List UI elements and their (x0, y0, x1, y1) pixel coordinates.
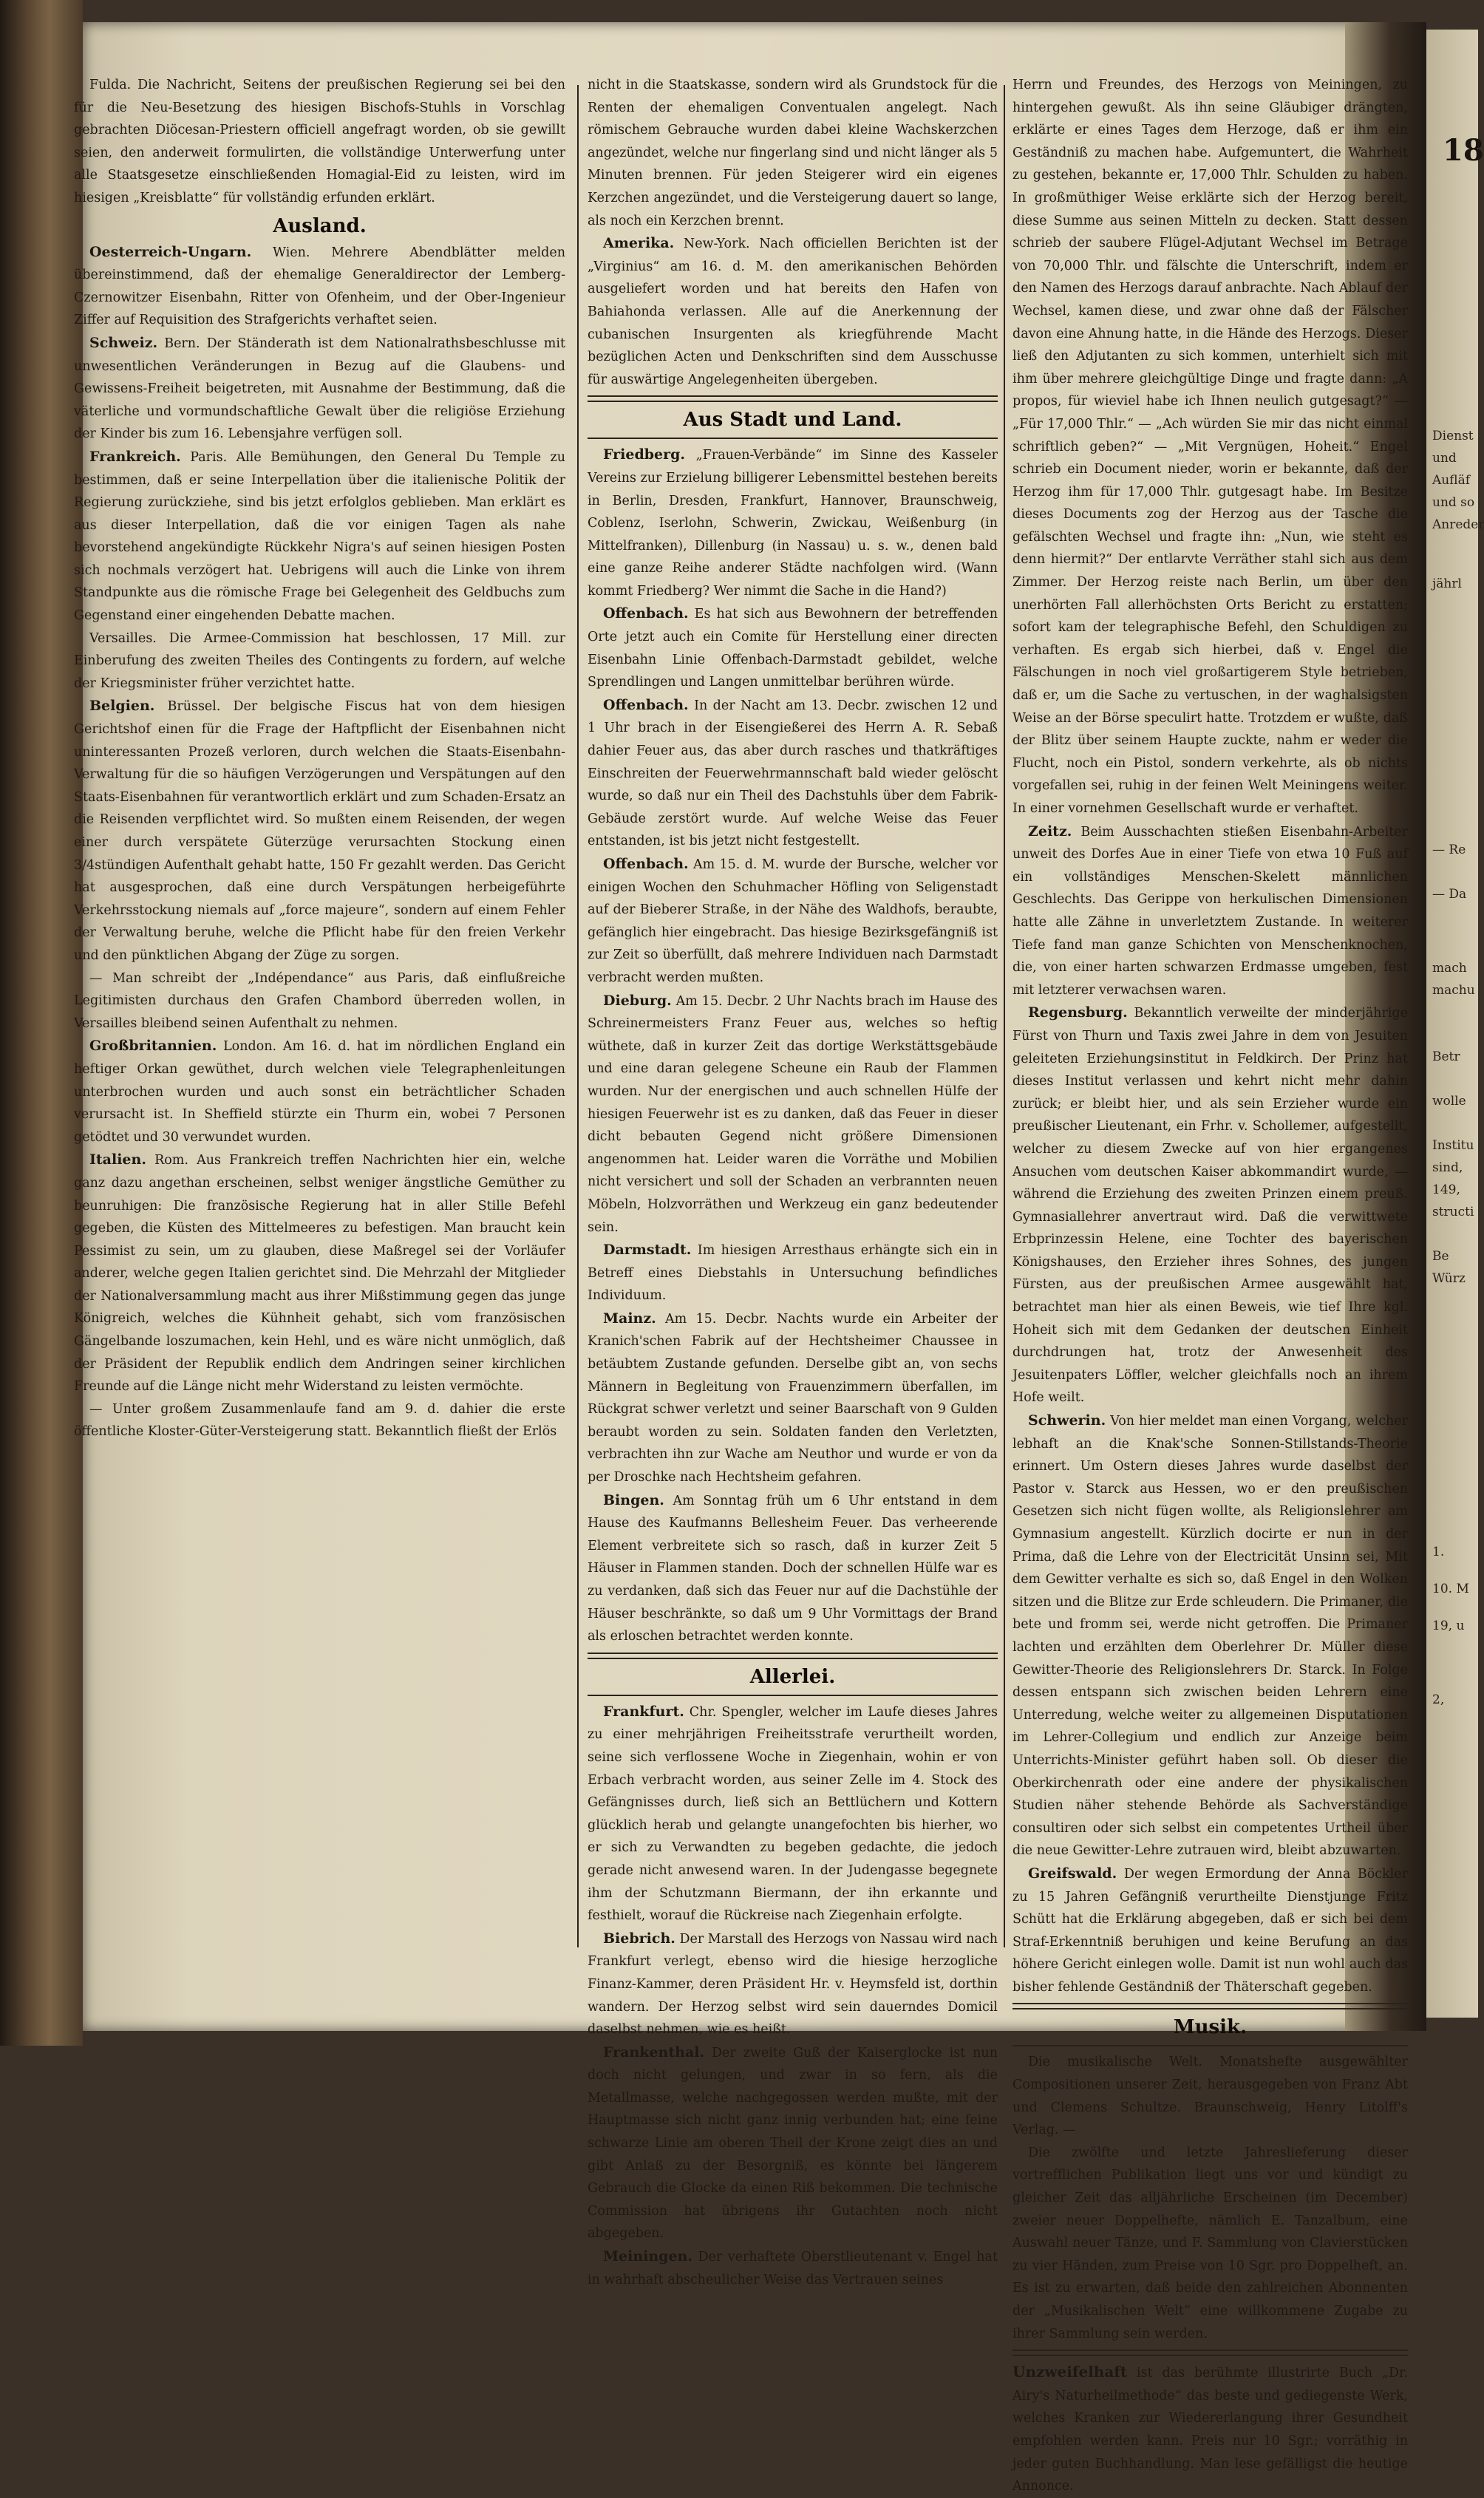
article-continuation: nicht in die Staatskasse, sondern wird als Grundstock für die Renten der ehemaligen Conventualen angelegt. Nach römischem Gebrauche wurden dabei kleine Wachskerzchen angezündet, welche nur fingerlang sind und nicht länger als 5 Minuten brennen. Für jeden Steigerer wird ein eigenes Kerzchen angezündet, und die Versteigerung dauert so lange, als noch ein Kerzchen brennt. (588, 78, 998, 228)
next-page-fragment: 10. M (1432, 1582, 1469, 1596)
article-frankreich: Paris. Alle Bemühungen, den General Du Temple zu bestimmen, daß er seine Interpellation über die italienische Politik der Regierung zurückziehe, sind bis jetzt erfolglos geblieben. Man erklärt es aus dieser Interpellation, daß die vor einigen Tagen als nahe bevorstehend angekündigte Rückkehr Nigra's auf seinen hiesigen Posten sich nochmals verzögert hat. Uebrigens will auch die Linke von ihrem Standpunkte aus die römische Frage bei Gelegenheit des Geldbuchs zum Gegenstand einer eingehenden Debatte machen. (74, 449, 565, 624)
next-page-fragment: Würz (1432, 1271, 1466, 1286)
section-divider (588, 1653, 998, 1659)
article-fulda: Fulda. Die Nachricht, Seitens der preußischen Regierung sei bei den für die Neu-Besetzung des hiesigen Bischofs-Stuhls in Vorschlag gebrachten Diöcesan-Priestern officiell angefragt worden, ob sie gewillt seien, den anderweit formulirten, die vollständige Unterwerfung unter alle Staatsgesetze einschließenden Homagial-Eid zu leisten, wird im hiesigen „Kreisblatte“ für vollständig erfunden erklärt. (74, 78, 565, 205)
column-3 (1012, 74, 1408, 2494)
section-divider (588, 1695, 998, 1696)
article-continuation: Herrn und Freundes, des Herzogs von Meiningen, zu hintergehen gewußt. Als ihn seine Gläubiger drängten, erklärte er eines Tages dem Herzoge, daß er ihm ein Geständniß zu machen habe. Aufgemuntert, die Wahrheit zu gestehen, bekannte er, 17,000 Thlr. Schulden zu haben. In großmüthiger Weise erklärte sich der Herzog bereit, diese Summe aus seinen Mitteln zu decken. Statt dessen schrieb der saubere Flügel-Adjutant Wechsel im Betrage von 70,000 Thlr. und fälschte die Unterschrift, indem er den Namen des Herzogs darauf anbrachte. Nach Ablauf der Wechsel, kamen diese, und zwar ohne daß der Fälscher davon eine Ahnung hatte, in die Hände des Herzogs. Dieser ließ den Adjutanten zu sich kommen, unterhielt sich mit ihm über mehrere gleichgültige Dinge und fragte dann: „A propos, für wieviel habe ich Ihnen neulich gutgesagt?“ — „Für 17,000 Thlr.“ — „Ach würden Sie mir das nicht einmal schriftlich geben?“ — „Mit Vergnügen, Hoheit.“ Engel schrieb ein Document nieder, worin er bekannte, daß der Herzog ihm für 17,000 Thlr. gutgesagt habe. Im Besitze dieses Documents zog der Herzog aus der Tasche die gefälschten Wechsel und fragte ihn: „Nun, wie steht es denn hiermit?“ Der entlarvte Verräther stahl sich aus dem Zimmer. Der Herzog reiste nach Berlin, um über den unerhörten Fall allerhöchsten Orts Bericht zu erstatten; sofort kam der telegraphische Befehl, den Schuldigen zu verhaften. Es ergab sich hierbei, daß v. Engel die Fälschungen in noch viel großartigerem Style betrieben, daß er, um die Sache zu vertuschen, in der waghalsigsten Weise an der Börse speculirt hatte. Trotzdem er wußte, daß der Blitz über seinem Haupte zuckte, nahm er weder die Flucht, noch ein Pistol, sondern verkehrte, als ob nichts vorgefallen sei, ruhig in der feinen Welt Meiningens weiter. In einer vornehmen Gesellschaft wurde er verhaftet. (1012, 78, 1408, 816)
section-heading-musik: Musik. (1173, 2016, 1248, 2039)
article-lead: Großbritannien. (89, 1038, 217, 1055)
book-spine (0, 0, 83, 2046)
article-schwerin: Von hier meldet man einen Vorgang, welcher lebhaft an die Knak'sche Sonnen-Stillstands-Theorie erinnert. Um Ostern dieses Jahres wurde daselbst der Pastor v. Starck aus Hessen, wo er den preußischen Gesetzen sich nicht fügen wollte, als Religionslehrer am Gymnasium angestellt. Kürzlich docirte er nun in der Prima, daß die Lehre von der Electricität Unsinn sei, Mit dem Gewitter verhalte es sich so, daß Engel in den Wolken sitzen und die Blitze zur Erde schleudern. Die Primaner, die bete und fromm sei, werde nicht getroffen. Die Primaner lachten und erzählten dem Oberlehrer Dr. Müller diese Gewitter-Theorie des Religionslehrers Dr. Starck. In Folge dessen entspann sich zwischen beiden Lehrern eine Unterredung, welche weiter zu allgemeinen Disputationen im Lehrer-Collegium und endlich zur Anzeige beim Unterrichts-Minister geführt haben soll. Ob dieser die Oberkirchenrath oder eine andere der physikalischen Studien näher stehende Behörde als Sachverständige consultiren oder sich selbst ein competentes Urtheil über die neue Gewitter-Lehre zutrauen wird, bleibt abzuwarten. (1012, 1414, 1408, 1859)
section-divider (588, 438, 998, 439)
article-oesterreich: Wien. Mehrere Abendblätter melden übereinstimmend, daß der ehemalige Generaldirector der Lemberg-Czernowitzer Eisenbahn, Ritter von Ofenheim, und der Ober-Ingenieur Ziffer auf Requisition des Strafgerichts verhaftet seien. (74, 245, 565, 328)
article-lead: Amerika. (603, 235, 675, 252)
article-lead: Frankenthal. (603, 2043, 705, 2060)
column-1 (74, 74, 565, 1966)
article-regensburg: Bekanntlich verweilte der minderjährige Fürst von Thurn und Taxis zwei Jahre in dem von Jesuiten geleiteten Erziehungsinstitut in Feldkirch. Der Prinz hat dieses Institut verlassen und kehrt nicht mehr dahin zurück; er bleibt hier, und als sein Erzieher wurde ein preußischer Lieutenant, ein Frhr. v. Schollemer, aufgestellt, welcher zu diesem Zwecke auf von hier ergangenes Ansuchen vom deutschen Kaiser abkommandirt wurde, — während die Erziehung des zweiten Prinzen einem preuß. Gymnasiallehrer anvertraut wird. Daß die verwittwete Erbprinzessin Helene, eine Tochter des bayerischen Königshauses, den Erzieher ihres Sohnes, des jungen Fürsten, aus der preußischen Armee ausgewählt hat, betrachtet man hier als einen Beweis, wie tief Ihre kgl. Hoheit sich mit dem Gedanken der deutschen Einheit durchdrungen hat, trotz der Anwesenheit des Jesuitenpaters Löffler, welcher gleichfalls noch an ihrem Hofe weilt. (1012, 1006, 1408, 1406)
next-page-fragment: und so (1432, 495, 1475, 510)
article-meiningen: Der verhaftete Oberstlieutenant v. Engel hat in wahrhaft abscheulicher Weise das Vertrauen seines (588, 2250, 998, 2287)
article-biebrich: Der Marstall des Herzogs von Nassau wird nach Frankfurt verlegt, ebenso wird die hiesige herzogliche Finanz-Kammer, deren Präsident Hr. v. Heymsfeld ist, dorthin wandern. Der Herzog selbst wird sein dauerndes Domicil daselbst nehmen, wie es heißt. (588, 1931, 998, 2038)
next-page-fragment: wolle (1432, 1094, 1466, 1109)
article-lead: Schweiz. (89, 334, 158, 351)
article-lead: Frankreich. (89, 448, 181, 465)
column-rule (577, 85, 579, 1947)
next-page-fragment: — Re (1432, 843, 1466, 857)
article-darmstadt: Im hiesigen Arresthaus erhängte sich ein in Betreff eines Diebstahls in Untersuchung befindliches Individuum. (588, 1243, 998, 1304)
article-lead: Biebrich. (603, 1930, 675, 1947)
next-page-edge (1426, 30, 1484, 2018)
article-lead: Dieburg. (603, 992, 672, 1009)
next-page-fragment: Betr (1432, 1049, 1460, 1064)
next-page-fragment: 2, (1432, 1692, 1445, 1707)
next-page-fragment: und (1432, 451, 1457, 466)
advertisement-text: ist das berühmte illustrirte Buch „Dr. Airy's Naturheilmethode“ das beste und gediegenste Werk, welches Kranken zur Wiedererlangung ihrer Gesundheit empfohlen werden kann. Preis nur 10 Sgr.; vorräthig in jeder guten Buchhandlung. Man lese gefälligst die heutige Annonce. (1012, 2366, 1408, 2494)
article-friedberg: „Frauen-Verbände“ im Sinne des Kasseler Vereins zur Erzielung billigerer Lebensmittel bestehen bereits in Berlin, Dresden, Frankfurt, Hannover, Braunschweig, Coblenz, Iserlohn, Schwerin, Zwickau, Weißenburg (in Mittelfranken), Dillenburg (in Nassau) u. s. w., denen bald eine ganze Reihe anderer Städte nachfolgen wird. (Wann kommt Friedberg? Wer nimmt die Sache in die Hand?) (588, 448, 998, 599)
next-page-fragment: 149, (1432, 1182, 1460, 1197)
article-lead: Italien. (89, 1151, 146, 1168)
section-heading-stadt-land: Aus Stadt und Land. (683, 409, 902, 432)
article-frankenthal: Der zweite Guß der Kaiserglocke ist nun doch nicht gelungen, und zwar in so fern, als die Metallmasse, welche nachgegossen werden mußte, mit der Hauptmasse sich nicht ganz innig verbunden hat; eine feine schwarze Linie am oberen Theil der Krone zeigt dies an und gibt Anlaß zu der Besorgniß, es könnte bei längerem Gebrauch die Glocke da einen Riß bekommen. Die technische Commission hat übrigens ihr Gutachten noch nicht abgegeben. (588, 2045, 998, 2242)
section-heading-allerlei: Allerlei. (749, 1665, 836, 1688)
article-italien: Rom. Aus Frankreich treffen Nachrichten hier ein, welche ganz dazu angethan erscheinen, selbst weniger ängstliche Gemüther zu beunruhigen: Die französische Regierung hat in aller Stille Befehl gegeben, die Küsten des Mittelmeeres zu befestigen. Man braucht kein Pessimist zu sein, um zu glauben, diese Maßregel sei der Vorläufer anderer, welche gegen Italien gerichtet sind. Die Mehrzahl der Mitglieder der Nationalversammlung macht aus ihrer Mißstimmung gegen das junge Königreich, welches die Kühnheit gehabt, sich vom französischen Gängelbande loszumachen, kein Hehl, und es wäre nicht unmöglich, daß der Präsident der Republik endlich dem Andringen seiner kirchlichen Freunde auf die Länge nicht mehr Widerstand zu leisten vermöchte. (74, 1153, 565, 1395)
article-grossbritannien: London. Am 16. d. hat im nördlichen England ein heftiger Orkan gewüthet, durch welchen viele Telegraphenleitungen unterbrochen wurden und auch sonst ein beträchtlicher Schaden verursacht ist. In Sheffield stürzte ein Thurm ein, wobei 7 Personen getödtet und 30 verwundet wurden. (74, 1039, 565, 1145)
article-offenbach: Am 15. d. M. wurde der Bursche, welcher vor einigen Wochen den Schuhmacher Höfling von Seligenstadt auf der Bieberer Straße, in der Nähe des Waldhofs, beraubte, gefänglich hier eingebracht. Das hiesige Bezirksgefängniß ist zur Zeit so überfüllt, daß mehrere Individuen nach Darmstadt verbracht werden mußten. (588, 857, 998, 985)
article-lead: Oesterreich-Ungarn. (89, 243, 252, 260)
article-greifswald: Der wegen Ermordung der Anna Böckler zu 15 Jahren Gefängniß verurtheilte Dienstjunge Fritz Schütt hat die Erklärung abgegeben, daß er sich bei dem Straf-Erkenntniß beruhigen und keine Berufung an das höhere Gericht einlegen wolle. Damit ist nun wohl auch das bisher fehlende Geständniß der Thäterschaft gegeben. (1012, 1866, 1408, 1995)
next-page-fragment: machu (1432, 983, 1475, 998)
next-page-fragment: jährl (1432, 576, 1462, 591)
article-lead: Greifswald. (1028, 1865, 1117, 1882)
article-lead: Darmstadt. (603, 1242, 692, 1259)
article-lead: Bingen. (603, 1491, 664, 1508)
article-lead: Zeitz. (1028, 823, 1072, 840)
article-lead: Schwerin. (1028, 1412, 1106, 1429)
next-page-fragment: Be (1432, 1249, 1449, 1264)
article-musik: Die musikalische Welt. Monatshefte ausgewählter Compositionen unserer Zeit, herausgegeben von Franz Abt und Clemens Schultze. Braunschweig, Henry Litolff's Verlag. — (1012, 2055, 1408, 2138)
next-page-fragment: structi (1432, 1205, 1474, 1219)
article-lead: Frankfurt. (603, 1703, 684, 1720)
article-zeitz: Beim Ausschachten stießen Eisenbahn-Arbeiter unweit des Dorfes Aue in einer Tiefe von etwa 10 Fuß auf ein vollständiges Menschen-Skelett männlichen Geschlechts. Das Gerippe von herkulischen Dimensionen hatte alle Zähne in unverletztem Zustande. In weiterer Tiefe fand man ganze Schichten von Menschenknochen, die, von einer harten schwarzen Erdmasse umgeben, fest mit letzterer verwachsen waren. (1012, 824, 1408, 998)
article-offenbach: In der Nacht am 13. Decbr. zwischen 12 und 1 Uhr brach in der Eisengießerei des Herrn A. R. Sebaß dahier Feuer aus, das aber durch rasches und thatkräftiges Einschreiten der Feuerwehrmannschaft bald wieder gelöscht wurde, so daß nur ein Theil des Dachstuhls über dem Fabrik-Gebäude zerstört wurde. Auf welche Weise das Feuer entstanden, ist bis jetzt nicht festgestellt. (588, 698, 998, 849)
article-musik-2: Die zwölfte und letzte Jahreslieferung dieser vortrefflichen Publikation liegt uns vor und kündigt zu gleicher Zeit das alljährliche Erscheinen (im December) zweier neuer Doppelhefte, nämlich E. Tanzalbum, eine Auswahl neuer Tänze, und F. Sammlung von Clavierstücken zu vier Händen, zum Preise von 10 Sgr. pro Doppelheft, an. Es ist zu erwarten, daß beide den zahlreichen Abonnenten der „Musikalischen Welt“ eine willkommene Zugabe zu ihrer Sammlung sein werden. (1012, 2145, 1408, 2341)
article-lead: Belgien. (89, 698, 155, 715)
article-schweiz: Bern. Der Ständerath ist dem Nationalrathsbeschlusse mit unwesentlichen Veränderungen in Bezug auf die Glaubens- und Gewissens-Freiheit beigetreten, mit Ausnahme der Bestimmung, daß die väterliche und vormundschaftliche Gewalt über die religiöse Erziehung der Kinder bis zum 16. Lebensjahre verfügen soll. (74, 336, 565, 442)
next-page-fragment: Anreder (1432, 517, 1484, 532)
article-offenbach: Es hat sich aus Bewohnern der betreffenden Orte jetzt auch ein Comite für Herstellung einer directen Eisenbahn Linie Offenbach-Darmstadt gebildet, welche Sprendlingen und Langen unmittelbar berühren würde. (588, 607, 998, 690)
next-page-fragment: mach (1432, 961, 1467, 976)
article-belgien: Brüssel. Der belgische Fiscus hat von dem hiesigen Gerichtshof einen für die Frage der Haftpflicht der Eisenbahnen nicht uninteressanten Prozeß verloren, durch welchen die Staats-Eisenbahn-Verwaltung für die so häufigen Verzögerungen und Verspätungen auf den Staats-Eisenbahnen für verantwortlich erklärt und zum Schaden-Ersatz an die Reisenden verpflichtet wird. So mußten einem Reisenden, der wegen einer durch verspätete Güterzüge verursachten Stockung einen 3/4stündigen Aufenthalt gehabt hatte, 150 Fr gezahlt werden. Das Gericht hat ausgesprochen, daß eine durch Verspätungen herbeigeführte Verkehrsstockung niemals auf „force majeure“, sondern auf einem Fehler der Verwaltung beruhe, welche die Pflicht habe für den freien Verkehr und den pünktlichen Abgang der Züge zu sorgen. (74, 699, 565, 963)
next-page-fragment: sind, (1432, 1160, 1463, 1175)
article-mainz: Am 15. Decbr. Nachts wurde ein Arbeiter der Kranich'schen Fabrik auf der Hechtsheimer Chaussee in betäubtem Zustande gefunden. Derselbe gibt an, von sechs Männern in Begleitung von Frauenzimmern überfallen, im Rückgrat schwer verletzt und seiner Baarschaft von 9 Gulden beraubt worden zu sein. Soldaten fanden den Verletzten, verbrachten ihn zur Wache am Neuthor und wurde er von da per Droschke nach Hechtsheim gefahren. (588, 1311, 998, 1485)
section-divider (1012, 2349, 1408, 2356)
article-lead: Offenbach. (603, 605, 689, 622)
section-heading-ausland: Ausland. (273, 214, 367, 237)
article-lead: Offenbach. (603, 856, 689, 872)
section-divider (1012, 2045, 1408, 2046)
section-divider (1012, 2003, 1408, 2009)
article-lead: Friedberg. (603, 446, 686, 463)
article-bingen: Am Sonntag früh um 6 Uhr entstand in dem Hause des Kaufmanns Bellesheim Feuer. Das verheerende Element verbreitete sich so rasch, daß in kurzer Zeit 5 Häuser in Flammen standen. Doch der schnellen Hülfe war es zu verdanken, daß sich das Feuer nur auf die Dachstühle der Häuser beschränkte, so daß um 9 Uhr Vormittags der Brand als erloschen betrachtet werden konnte. (588, 1493, 998, 1644)
next-page-fragment: 1. (1432, 1545, 1445, 1559)
article-lead: Mainz. (603, 1310, 656, 1327)
next-page-fragment: 19, u (1432, 1619, 1465, 1633)
article-frankfurt: Chr. Spengler, welcher im Laufe dieses Jahres zu einer mehrjährigen Freiheitsstrafe verurtheilt worden, seine sich verflossene Woche in Ziegenhain, wohin er von Erbach verbracht worden, aus seiner Zelle im 4. Stock des Gefängnisses durch, ließ sich an Bettlüchern und Kottern glücklich herab und gelangte unangefochten bis hierher, wo er sich zu Verwandten zu begeben gedachte, die jedoch gerade nicht anwesend waren. In der Judengasse begegnete ihm der Schutzmann Biermann, der ihn erkannte und festhielt, worauf die Rückreise nach Ziegenhain erfolgte. (588, 1704, 998, 1924)
section-divider (588, 395, 998, 402)
column-rule (1004, 85, 1005, 1947)
advertisement-headline: Unzweifelhaft (1012, 2363, 1128, 2381)
next-page-fragment: — Da (1432, 887, 1467, 902)
article-versailles: Versailles. Die Armee-Commission hat beschlossen, 17 Mill. zur Einberufung des zweiten Theiles des Contingents zu fordern, auf welche der Kriegsminister früher verzichtet hatte. (74, 630, 565, 691)
article-amerika: New-York. Nach officiellen Berichten ist der „Virginius“ am 16. d. M. den amerikanischen Behörden ausgeliefert worden und hat bereits den Hafen von Bahiahonda verlassen. Alle auf die Anerkennung der cubanischen Insurgenten als kriegführende Macht bezüglichen Acten und Denkschriften sind dem Ausschusse für auswärtige Angelegenheiten übergeben. (588, 236, 998, 387)
article-lead: Regensburg. (1028, 1004, 1128, 1021)
article-lead: Meiningen. (603, 2248, 692, 2265)
article-dieburg: Am 15. Decbr. 2 Uhr Nachts brach im Hause des Schreinermeisters Franz Feuer aus, welches so heftig wüthete, daß in kurzer Zeit das dortige Werkstättsgebäude und eine daran gelegene Scheune ein Raub der Flammen wurden. Nur der energischen und auch schnellen Hülfe der hiesigen Feuerwehr ist es zu danken, daß das Feuer in dieser dicht bebauten Gegend nicht größere Dimensionen angenommen hat. Leider waren die Vorräthe und Mobilien nicht versichert und soll der Schaden an verbrannten neuen Möbeln, Holzvorräthen und Werkzeug ein ganz bedeutender sein. (588, 993, 998, 1235)
page-number: 18 (1443, 133, 1484, 168)
next-page-fragment: Aufläf (1432, 473, 1470, 488)
next-page-fragment: Dienst (1432, 429, 1474, 443)
next-page-fragment: Institu (1432, 1138, 1474, 1153)
article-belgien-2: — Man schreibt der „Indépendance“ aus Paris, daß einflußreiche Legitimisten durchaus den Grafen Chambord überreden wollen, in Versailles bleibend seinen Aufenthalt zu nehmen. (74, 970, 565, 1031)
article-italien-2: — Unter großem Zusammenlaufe fand am 9. d. dahier die erste öffentliche Kloster-Güter-Versteigerung statt. Bekanntlich fließt der Erlös (74, 1401, 565, 1440)
column-2 (588, 74, 998, 2287)
article-lead: Offenbach. (603, 696, 689, 713)
